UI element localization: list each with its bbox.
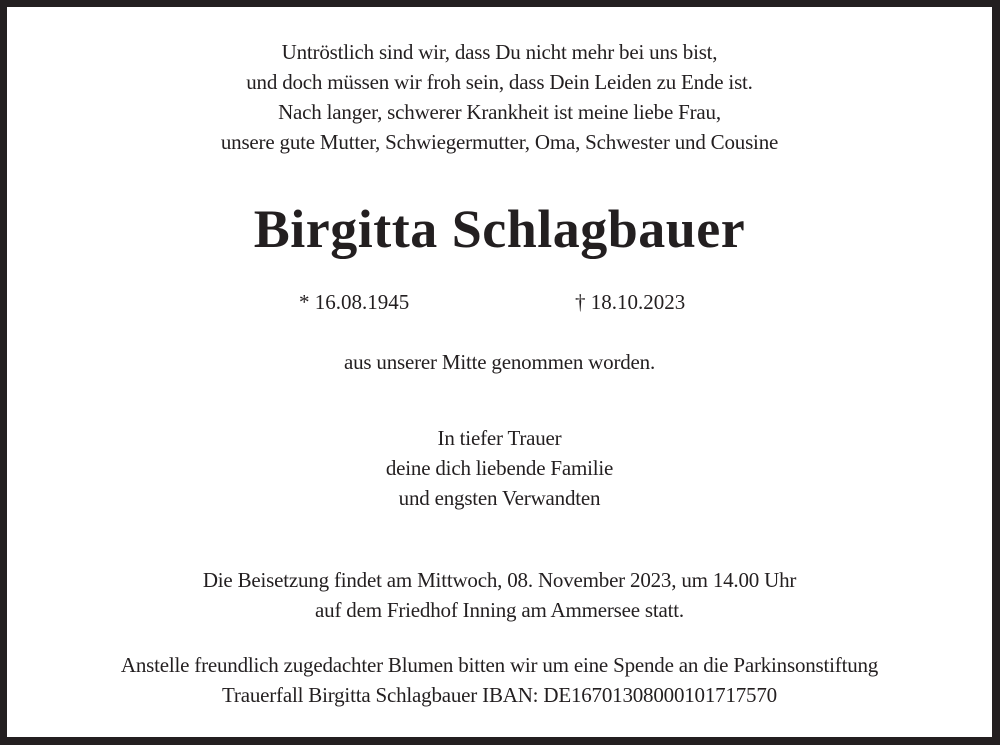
mourners-line-1: In tiefer Trauer [437, 426, 562, 450]
death-date: † 18.10.2023 [575, 290, 686, 314]
funeral-line-2: auf dem Friedhof Inning am Ammersee statt. [315, 598, 684, 622]
intro-line-3: Nach langer, schwerer Krankheit ist meine liebe Frau, [278, 100, 721, 124]
intro-line-4: unsere gute Mutter, Schwiegermutter, Oma, Schwester und Cousine [220, 130, 779, 154]
donation-line-2: Trauerfall Birgitta Schlagbauer IBAN: DE16701308000101717570 [222, 683, 777, 707]
intro-line-2: und doch müssen wir froh sein, dass Dein Leiden zu Ende ist. [246, 70, 753, 94]
intro-line-1: Untröstlich sind wir, dass Du nicht mehr bei uns bist, [281, 40, 718, 64]
mourners-line-3: und engsten Verwandten [398, 486, 601, 510]
deceased-name: Birgitta Schlagbauer [253, 199, 746, 259]
obituary-card [7, 7, 992, 737]
funeral-line-1: Die Beisetzung findet am Mittwoch, 08. November 2023, um 14.00 Uhr [202, 568, 797, 592]
mourners-line-2: deine dich liebende Familie [385, 456, 614, 480]
birth-date: * 16.08.1945 [299, 290, 410, 314]
closing-intro: aus unserer Mitte genommen worden. [343, 350, 656, 374]
donation-line-1: Anstelle freundlich zugedachter Blumen bitten wir um eine Spende an die Parkinsonstiftung [120, 653, 879, 677]
